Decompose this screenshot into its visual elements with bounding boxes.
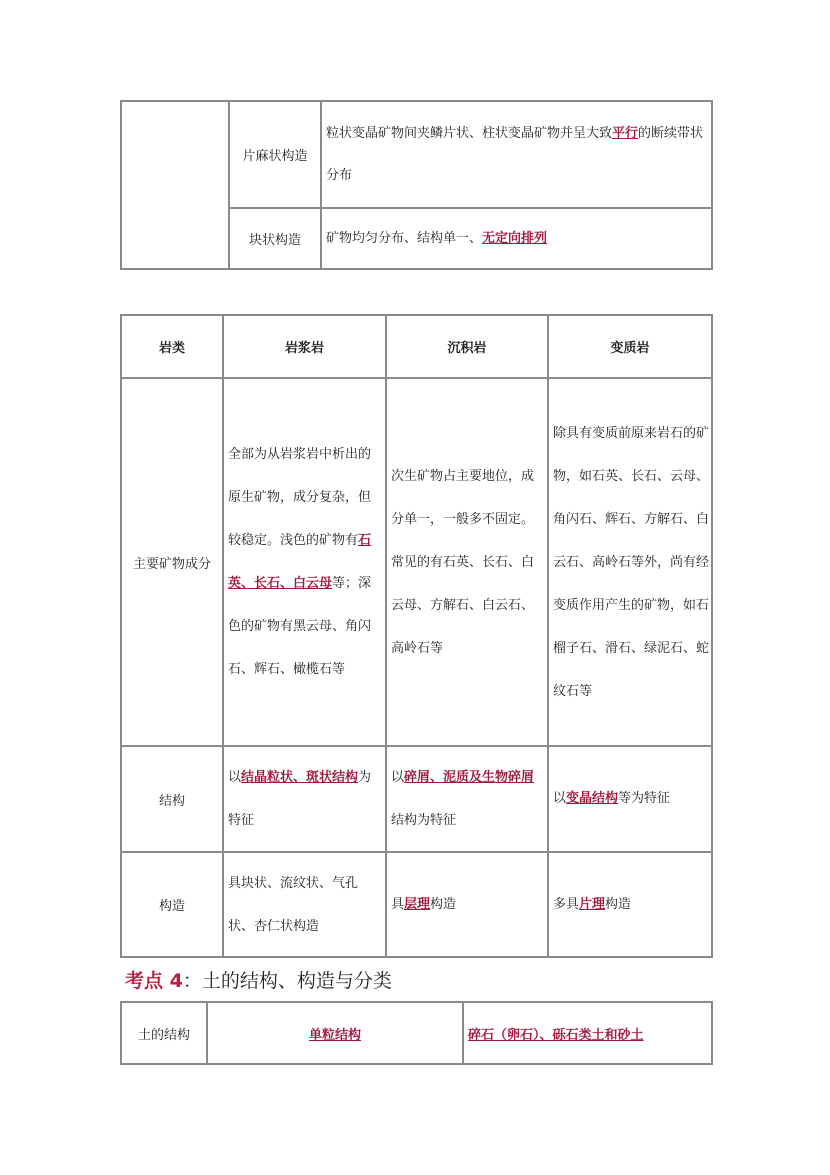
header-sedimentary: 沉积岩 [386, 315, 548, 378]
cell-text: 以 [228, 770, 242, 785]
igneous-cell [223, 852, 386, 957]
section-heading [125, 966, 392, 993]
cell-text: 结构为特征 [391, 813, 457, 828]
sedimentary-cell [386, 852, 548, 957]
cell-text: 全部为从岩浆岩中析出的原生矿物，成分复杂，但较稳定。浅色的矿物有 [228, 447, 372, 548]
cell-text: 以 [391, 770, 405, 785]
highlight-text: 片理 [579, 896, 606, 912]
cell-text: 次生矿物占主要地位，成分单一，一般多不固定。常见的有石英、长石、白云母、方解石、白云石、高岭石等 [391, 468, 535, 656]
structure-name: 片麻状构造 [229, 101, 321, 208]
header-metamorphic: 变质岩 [548, 315, 712, 378]
metamorphic-cell [548, 378, 712, 746]
cell-text: 以 [553, 791, 567, 806]
cell-text: 等；深色的矿物有黑云母、角闪石、辉石、橄榄石等 [228, 576, 372, 677]
row-label: 结构 [121, 746, 223, 852]
empty-cell [121, 101, 229, 269]
cell-text: 粒状变晶矿物间夹鳞片状、柱状变晶矿物并呈大致 [326, 125, 613, 141]
heading-text: 土的结构、构造与分类 [201, 970, 392, 992]
metamorphic-cell [548, 746, 712, 852]
cell-text: 等为特征 [618, 791, 671, 806]
igneous-cell [223, 746, 386, 852]
highlight-text: 结晶粒状、斑状结构 [241, 770, 359, 785]
metamorphic-structure-table [120, 100, 713, 270]
highlight-text: 平行 [612, 125, 639, 141]
cell-text: 多具 [553, 896, 580, 912]
sedimentary-cell [386, 378, 548, 746]
header-igneous: 岩浆岩 [223, 315, 386, 378]
highlight-text: 无定向排列 [482, 230, 548, 246]
heading-prefix: 考点 4 [125, 970, 183, 992]
sedimentary-cell [386, 746, 548, 852]
soil-label: 土的结构 [121, 1002, 207, 1064]
cell-text: 构造 [430, 896, 457, 912]
structure-name: 块状构造 [229, 208, 321, 269]
metamorphic-cell [548, 852, 712, 957]
structure-desc [321, 208, 712, 269]
rock-comparison-table [120, 314, 713, 958]
cell-text: 具块状、流纹状、气孔状、杏仁状构造 [228, 875, 359, 934]
row-label: 构造 [121, 852, 223, 957]
highlight-text: 石英、长石、白云母 [228, 533, 372, 591]
single-grain-structure: 单粒结构 [207, 1002, 463, 1064]
soil-types: 碎石（卵石）、砾石类土和砂土 [463, 1002, 712, 1064]
soil-structure-table [120, 1001, 713, 1065]
cell-text: 的断续带状分布 [326, 125, 704, 183]
cell-text: 具 [391, 896, 405, 912]
cell-text: 为特征 [228, 770, 372, 828]
cell-text: 构造 [605, 896, 632, 912]
cell-text: 矿物均匀分布、结构单一、 [326, 230, 483, 246]
heading-colon: ： [182, 970, 202, 992]
highlight-text: 变晶结构 [566, 791, 619, 806]
row-label: 主要矿物成分 [121, 378, 223, 746]
structure-desc [321, 101, 712, 208]
header-rock-type: 岩类 [121, 315, 223, 378]
highlight-text: 碎屑、泥质及生物碎屑 [404, 770, 535, 785]
cell-text: 除具有变质前原来岩石的矿物，如石英、长石、云母、角闪石、辉石、方解石、白云石、高岭石等外，尚有经变质作用产生的矿物，如石榴子石、滑石、绿泥石、蛇纹石等 [553, 425, 710, 699]
igneous-cell [223, 378, 386, 746]
highlight-text: 层理 [404, 896, 431, 912]
